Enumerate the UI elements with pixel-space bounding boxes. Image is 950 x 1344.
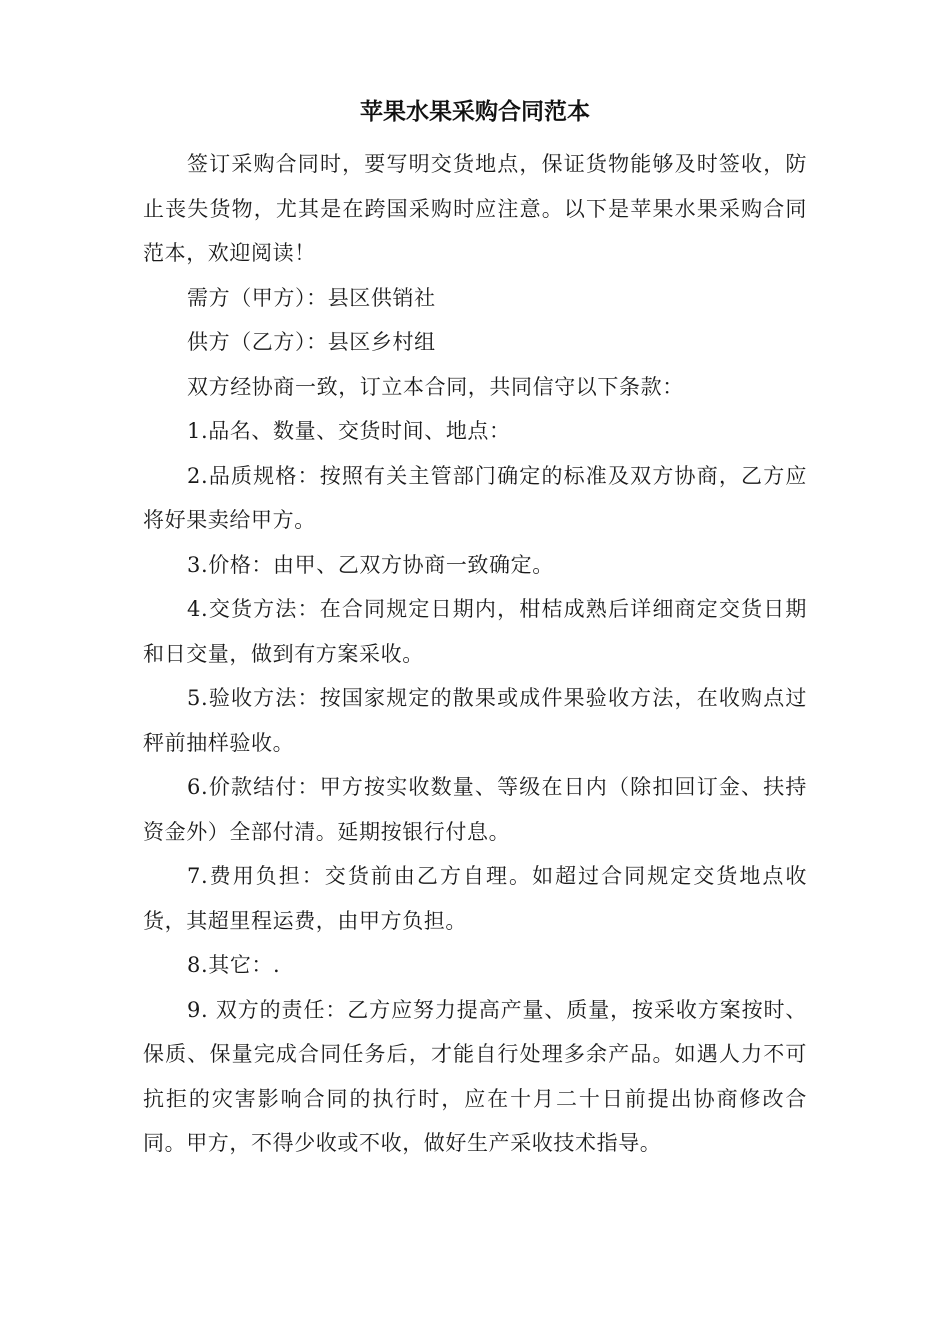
clause-4: 4.交货方法：在合同规定日期内，柑桔成熟后详细商定交货日期和日交量，做到有方案采收。: [143, 597, 807, 666]
supplier-line: 供方（乙方）：县区乡村组: [187, 330, 436, 354]
clause-9: 9. 双方的责任：乙方应努力提高产量、质量，按采收方案按时、保质、保量完成合同任务后，才能自行处理多余产品。如遇人力不可抗拒的灾害影响合同的执行时，应在十月二十日前提出协商修改合同。甲方，不得少收或不收，做好生产采收技术指导。: [143, 997, 807, 1155]
buyer-line: 需方（甲方）：县区供销社: [187, 285, 436, 310]
document-title: 苹果水果采购合同范本: [360, 99, 590, 125]
intro-paragraph: 签订采购合同时，要写明交货地点，保证货物能够及时签收，防止丧失货物，尤其是在跨国采购时应注意。以下是苹果水果采购合同范本，欢迎阅读！: [143, 152, 807, 265]
clause-3: 3.价格：由甲、乙双方协商一致确定。: [187, 552, 554, 577]
document-body: [143, 92, 807, 1166]
agreement-line: 双方经协商一致，订立本合同，共同信守以下条款：: [187, 374, 684, 399]
clause-5: 5.验收方法：按国家规定的散果或成件果验收方法，在收购点过秤前抽样验收。: [143, 686, 807, 755]
clause-7: 7.费用负担：交货前由乙方自理。如超过合同规定交货地点收货，其超里程运费，由甲方负担。: [143, 864, 807, 933]
clause-1: 1.品名、数量、交货时间、地点：: [187, 419, 511, 443]
clause-6: 6.价款结付：甲方按实收数量、等级在日内（除扣回订金、扶持 资金外）全部付清。延期按银行付息。: [143, 775, 807, 844]
clause-8: 8.其它：.: [187, 953, 281, 977]
clause-2: 2.品质规格：按照有关主管部门确定的标准及双方协商，乙方应将好果卖给甲方。: [143, 463, 807, 532]
